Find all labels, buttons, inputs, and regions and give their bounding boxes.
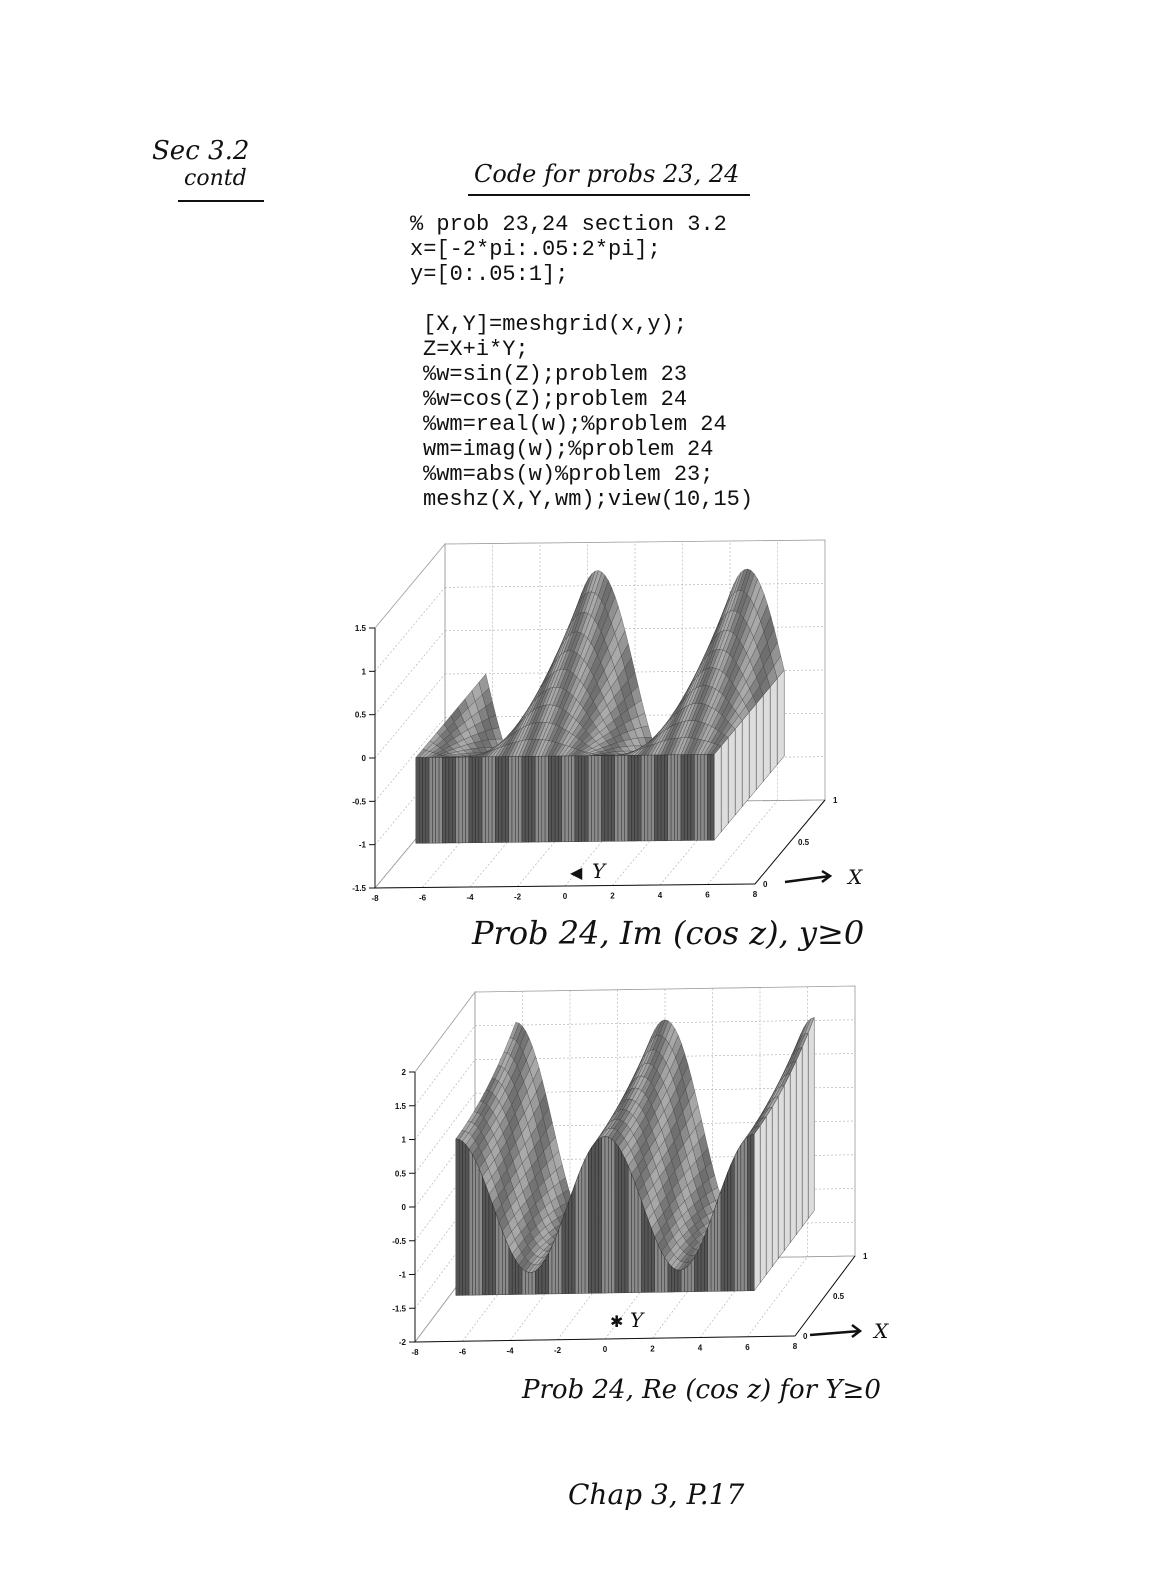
curtain-panel <box>532 756 535 842</box>
curtain-panel <box>545 756 548 842</box>
curtain-side-panel <box>754 1126 760 1291</box>
curtain-panel <box>612 1139 615 1293</box>
curtain-panel <box>456 757 459 843</box>
curtain-panel <box>482 1177 485 1296</box>
x-axis-label: X <box>848 865 863 889</box>
curtain-panel <box>605 1137 608 1294</box>
curtain-panel <box>608 1137 611 1293</box>
curtain-panel <box>721 1181 724 1291</box>
curtain-panel <box>711 754 714 840</box>
y-ticks <box>803 1252 868 1341</box>
curtain-side-panel <box>770 679 777 774</box>
curtain-side-panel <box>735 721 742 815</box>
curtain-panel <box>668 755 671 841</box>
curtain-panel <box>608 756 611 842</box>
curtain-side-panel <box>763 687 770 781</box>
curtain-panel <box>572 1184 575 1294</box>
curtain-panel <box>486 757 489 843</box>
x-axis-line <box>375 884 755 888</box>
curtain-side-panel <box>802 1033 808 1227</box>
curtain-panel <box>642 1201 645 1293</box>
curtain-panel <box>748 1135 751 1291</box>
curtain-side-panel <box>728 729 735 823</box>
curtain-panel <box>695 1251 698 1292</box>
curtain-panel <box>592 1143 595 1294</box>
plot-geometry <box>415 986 855 1342</box>
code-line: %w=cos(Z);problem 24 <box>423 387 688 412</box>
y-axis-marker: ✱ <box>610 1312 624 1331</box>
curtain-panel <box>509 757 512 843</box>
curtain-panel <box>479 757 482 843</box>
x-ticks <box>411 1342 797 1355</box>
x-tick-label: 0 <box>562 892 568 901</box>
x-tick-label: -2 <box>553 1345 562 1355</box>
curtain-panel <box>694 755 697 841</box>
x-tick-label: -2 <box>513 892 522 902</box>
curtain-panel <box>535 756 538 842</box>
curtain-panel <box>704 1228 707 1292</box>
curtain-panel <box>595 1139 598 1293</box>
curtain-panel <box>664 755 667 841</box>
y-tick-label: 0 <box>803 1332 808 1341</box>
curtain-panel <box>459 757 462 843</box>
curtain-panel <box>516 1260 519 1294</box>
curtain-panel <box>708 755 711 841</box>
code-line: % prob 23,24 section 3.2 <box>410 212 727 237</box>
curtain-panel <box>688 1262 691 1292</box>
curtain-panel <box>555 1230 558 1294</box>
curtain-panel <box>714 1200 717 1291</box>
curtain-side-panel <box>721 738 728 832</box>
z-tick-label: -1 <box>398 1270 406 1280</box>
curtain-panel <box>645 1210 648 1292</box>
curtain-panel <box>648 755 651 841</box>
curtain-panel <box>638 755 641 841</box>
z-tick-label: -1 <box>358 840 366 850</box>
curtain-panel <box>515 757 518 843</box>
curtain-panel <box>625 1159 628 1293</box>
surface-plot-im-cos <box>330 535 900 915</box>
curtain-panel <box>575 1175 578 1294</box>
code-line: y=[0:.05:1]; <box>410 262 569 287</box>
curtain-panel <box>436 757 439 843</box>
curtain-panel <box>542 1260 545 1295</box>
curtain-panel <box>691 755 694 841</box>
curtain-panel <box>429 757 432 843</box>
curtain-panel <box>439 757 442 843</box>
curtain-panel <box>495 757 498 843</box>
z-tick-label: -0.5 <box>352 797 366 807</box>
margin-note-line2: contd <box>184 166 247 191</box>
curtain-panel <box>505 757 508 843</box>
curtain-panel <box>598 756 601 842</box>
curtain-panel <box>582 756 585 842</box>
curtain-panel <box>565 756 568 842</box>
z-ticks <box>352 624 375 893</box>
curtain-panel <box>446 757 449 843</box>
curtain-side-panel <box>784 1074 790 1251</box>
x-axis-line <box>415 1336 795 1342</box>
code-line: wm=imag(w);%problem 24 <box>423 437 714 462</box>
curtain-panel <box>522 756 525 842</box>
curtain-panel <box>638 1192 641 1293</box>
curtain-panel <box>685 1266 688 1292</box>
z-tick-label: 1.5 <box>354 624 366 633</box>
curtain-panel <box>618 755 621 841</box>
curtain-side-panel <box>714 746 721 840</box>
curtain-panel <box>472 1155 475 1296</box>
z-tick-label: -2 <box>398 1338 406 1347</box>
curtain-panel <box>499 1222 502 1295</box>
curtain-panel <box>569 1193 572 1294</box>
curtain-panel <box>506 1239 509 1294</box>
curtain-side-panel <box>749 704 756 798</box>
curtain-panel <box>704 755 707 841</box>
curtain-panel <box>432 757 435 843</box>
curtain-panel <box>585 1153 588 1294</box>
curtain-panel <box>535 1268 538 1294</box>
curtain-side-panel <box>742 712 749 806</box>
curtain-panel <box>489 1194 492 1295</box>
y-axis-label: Y <box>630 1308 644 1332</box>
curtain-panel <box>675 1269 678 1292</box>
code-heading-underline <box>468 194 750 196</box>
curtain-panel <box>449 757 452 843</box>
curtain-panel <box>572 756 575 842</box>
curtain-panel <box>512 757 515 843</box>
curtain-panel <box>472 757 475 843</box>
z-ticks <box>392 1068 415 1347</box>
curtain-panel <box>525 756 528 842</box>
curtain-panel <box>598 1137 601 1293</box>
y-axis-label: Y <box>592 859 606 883</box>
curtain-panel <box>562 756 565 842</box>
x-axis-arrow <box>785 871 830 882</box>
curtain-panel <box>423 758 426 844</box>
curtain-panel <box>701 1236 704 1291</box>
curtain-side-panel <box>796 1047 802 1234</box>
curtain-panel <box>416 758 419 844</box>
grid-line <box>375 587 445 671</box>
curtain-panel <box>496 1213 499 1295</box>
curtain-panel <box>708 1219 711 1292</box>
y-axis-line <box>795 1256 855 1336</box>
z-tick-label: 0 <box>361 754 366 763</box>
curtain-panel <box>568 756 571 842</box>
curtain-panel <box>658 1245 661 1293</box>
code-line: Z=X+i*Y; <box>423 337 529 362</box>
curtain-panel <box>641 755 644 841</box>
curtain-panel <box>605 756 608 842</box>
curtain-panel <box>509 1247 512 1294</box>
curtain-panel <box>469 757 472 843</box>
curtain-panel <box>611 756 614 842</box>
curtain-panel <box>615 755 618 841</box>
z-tick-label: 1.5 <box>394 1101 406 1111</box>
curtain-panel <box>526 1271 529 1294</box>
curtain-panel <box>552 756 555 842</box>
curtain-panel <box>628 755 631 841</box>
z-tick-label: -0.5 <box>392 1236 406 1246</box>
x-tick-label: -8 <box>371 894 379 903</box>
curtain-panel <box>582 1159 585 1293</box>
curtain-panel <box>621 755 624 841</box>
curtain-panel <box>588 756 591 842</box>
y-tick-label: 0.5 <box>833 1292 845 1301</box>
curtain-panel <box>486 1185 489 1295</box>
curtain-panel <box>559 1221 562 1294</box>
x-tick-label: 6 <box>705 890 710 900</box>
curtain-panel <box>442 757 445 843</box>
x-axis-arrow <box>810 1325 860 1337</box>
curtain-panel <box>562 1212 565 1294</box>
curtain-panel <box>585 756 588 842</box>
curtain-panel <box>731 1157 734 1291</box>
curtain-panel <box>632 1174 635 1293</box>
y-axis-line <box>755 800 825 884</box>
curtain-panel <box>479 1168 482 1295</box>
code-line: meshz(X,Y,wm);view(10,15) <box>423 487 754 512</box>
x-ticks <box>371 890 757 903</box>
curtain-panel <box>588 1147 591 1293</box>
curtain-panel <box>665 1258 668 1293</box>
z-tick-label: 0 <box>401 1203 406 1212</box>
y-tick-label: 1 <box>863 1252 868 1261</box>
curtain-panel <box>661 755 664 841</box>
y-axis-marker: ◀ <box>570 863 583 882</box>
curtain-panel <box>452 757 455 843</box>
z-tick-label: 1 <box>401 1135 406 1145</box>
curtain-panel <box>565 1202 568 1294</box>
grid-line <box>415 1026 475 1106</box>
curtain-panel <box>655 1237 658 1292</box>
curtain-panel <box>462 757 465 843</box>
curtain-panel <box>698 1244 701 1292</box>
code-line: x=[-2*pi:.05:2*pi]; <box>410 237 661 262</box>
curtain-panel <box>469 1149 472 1295</box>
curtain-panel <box>539 1265 542 1295</box>
curtain-panel <box>718 1191 721 1292</box>
curtain-panel <box>658 755 661 841</box>
curtain-panel <box>602 1137 605 1294</box>
curtain-panel <box>744 1137 747 1291</box>
curtain-panel <box>476 757 479 843</box>
curtain-panel <box>595 756 598 842</box>
margin-note-line1: Sec 3.2 <box>152 136 250 166</box>
x-tick-label: 2 <box>650 1344 655 1354</box>
x-tick-label: -6 <box>418 893 427 903</box>
x-tick-label: -4 <box>466 893 474 902</box>
curtain-panel <box>688 755 691 841</box>
curtain-panel <box>651 1229 654 1293</box>
curtain-panel <box>542 756 545 842</box>
curtain-panel <box>482 757 485 843</box>
curtain-panel <box>522 1269 525 1295</box>
curtain-panel <box>674 755 677 841</box>
margin-note-underline <box>178 200 264 202</box>
curtain-panel <box>492 1204 495 1295</box>
curtain-panel <box>651 755 654 841</box>
x-tick-label: 6 <box>745 1342 750 1352</box>
curtain-panel <box>671 755 674 841</box>
curtain-panel <box>466 757 469 843</box>
curtain-panel <box>738 1145 741 1291</box>
curtain-side-panel <box>808 1018 814 1219</box>
z-tick-label: -1.5 <box>392 1304 406 1314</box>
x-tick-label: 8 <box>752 890 758 899</box>
curtain-side-panel <box>790 1061 796 1243</box>
curtain-panel <box>681 755 684 841</box>
curtain-panel <box>558 756 561 842</box>
curtain-panel <box>459 1140 462 1296</box>
curtain-side-panel <box>772 1097 778 1267</box>
curtain-panel <box>671 1266 674 1292</box>
code-line: %wm=real(w);%problem 24 <box>423 412 727 437</box>
curtain-panel <box>602 756 605 842</box>
code-heading: Code for probs 23, 24 <box>474 160 740 188</box>
page-footer: Chap 3, P.17 <box>568 1478 745 1511</box>
z-tick-label: 0.5 <box>354 710 366 720</box>
curtain-panel <box>532 1271 535 1294</box>
y-tick-label: 0.5 <box>798 838 810 847</box>
curtain-panel <box>631 755 634 841</box>
curtain-panel <box>635 1183 638 1293</box>
x-tick-label: -4 <box>506 1346 514 1355</box>
plot1-caption: Prob 24, Im (cos z), y≥0 <box>472 914 865 952</box>
curtain-panel <box>579 1167 582 1294</box>
curtain-panel <box>661 1252 664 1293</box>
curtain-side-panel <box>777 670 784 765</box>
curtain-panel <box>711 1210 714 1292</box>
curtain-panel <box>655 755 658 841</box>
code-line: [X,Y]=meshgrid(x,y); <box>423 312 688 337</box>
curtain-panel <box>701 755 704 841</box>
curtain-panel <box>492 757 495 843</box>
curtain-panel <box>489 757 492 843</box>
plot-geometry <box>375 540 825 888</box>
curtain-panel <box>625 755 628 841</box>
curtain-panel <box>615 1142 618 1293</box>
curtain-panel <box>575 756 578 842</box>
x-tick-label: -8 <box>411 1348 419 1355</box>
curtain-panel <box>681 1269 684 1292</box>
curtain-panel <box>698 755 701 841</box>
curtain-panel <box>645 755 648 841</box>
x-tick-label: 4 <box>657 891 663 900</box>
curtain-panel <box>426 757 429 843</box>
surface-plot-re-cos <box>390 985 910 1355</box>
x-tick-label: -6 <box>458 1347 467 1355</box>
y-tick-label: 1 <box>833 796 838 805</box>
z-tick-label: -1.5 <box>352 884 366 893</box>
curtain-panel <box>592 756 595 842</box>
curtain-panel <box>549 1246 552 1294</box>
curtain-panel <box>555 756 558 842</box>
x-tick-label: 2 <box>610 891 615 901</box>
plot2-caption: Prob 24, Re (cos z) for Y≥0 <box>522 1375 881 1405</box>
curtain-panel <box>529 756 532 842</box>
curtain-panel <box>734 1150 737 1291</box>
curtain-panel <box>419 758 422 844</box>
code-line: %wm=abs(w)%problem 23; <box>423 462 714 487</box>
curtain-panel <box>466 1145 469 1296</box>
x-axis-label: X <box>874 1319 889 1343</box>
curtain-panel <box>463 1141 466 1295</box>
curtain-panel <box>519 757 522 843</box>
curtain-panel <box>628 1166 631 1293</box>
curtain-panel <box>539 756 542 842</box>
y-tick-label: 0 <box>763 880 768 889</box>
curtain-panel <box>548 756 551 842</box>
curtain-panel <box>545 1253 548 1294</box>
curtain-side-panel <box>760 1117 766 1283</box>
curtain-panel <box>691 1257 694 1291</box>
curtain-panel <box>678 1270 681 1292</box>
curtain-panel <box>529 1273 532 1295</box>
x-tick-label: 4 <box>697 1343 703 1353</box>
grid-line <box>375 631 445 715</box>
curtain-panel <box>678 755 681 841</box>
curtain-panel <box>648 1220 651 1293</box>
z-tick-label: 1 <box>361 667 366 677</box>
x-tick-label: 8 <box>792 1342 798 1351</box>
curtain-panel <box>635 755 638 841</box>
curtain-side-panel <box>756 695 763 789</box>
curtain-panel <box>476 1161 479 1295</box>
curtain-panel <box>456 1139 459 1296</box>
curtain-panel <box>618 1147 621 1293</box>
curtain-panel <box>519 1265 522 1295</box>
curtain-panel <box>512 1254 515 1295</box>
curtain-panel <box>499 757 502 843</box>
x-tick-label: 0 <box>602 1345 608 1354</box>
curtain-panel <box>668 1263 671 1293</box>
curtain-panel <box>724 1173 727 1292</box>
curtain-panel <box>578 756 581 842</box>
curtain-side-panel <box>766 1107 772 1275</box>
curtain-panel <box>502 1231 505 1295</box>
z-tick-label: 0.5 <box>394 1169 406 1179</box>
curtain-panel <box>684 755 687 841</box>
curtain-panel <box>728 1164 731 1291</box>
code-line: %w=sin(Z);problem 23 <box>423 362 688 387</box>
curtain-panel <box>741 1140 744 1291</box>
curtain-panel <box>502 757 505 843</box>
z-tick-label: 2 <box>401 1068 406 1077</box>
curtain-panel <box>552 1239 555 1294</box>
curtain-side-panel <box>778 1086 784 1259</box>
curtain-panel <box>751 1134 754 1291</box>
curtain-panel <box>622 1152 625 1293</box>
